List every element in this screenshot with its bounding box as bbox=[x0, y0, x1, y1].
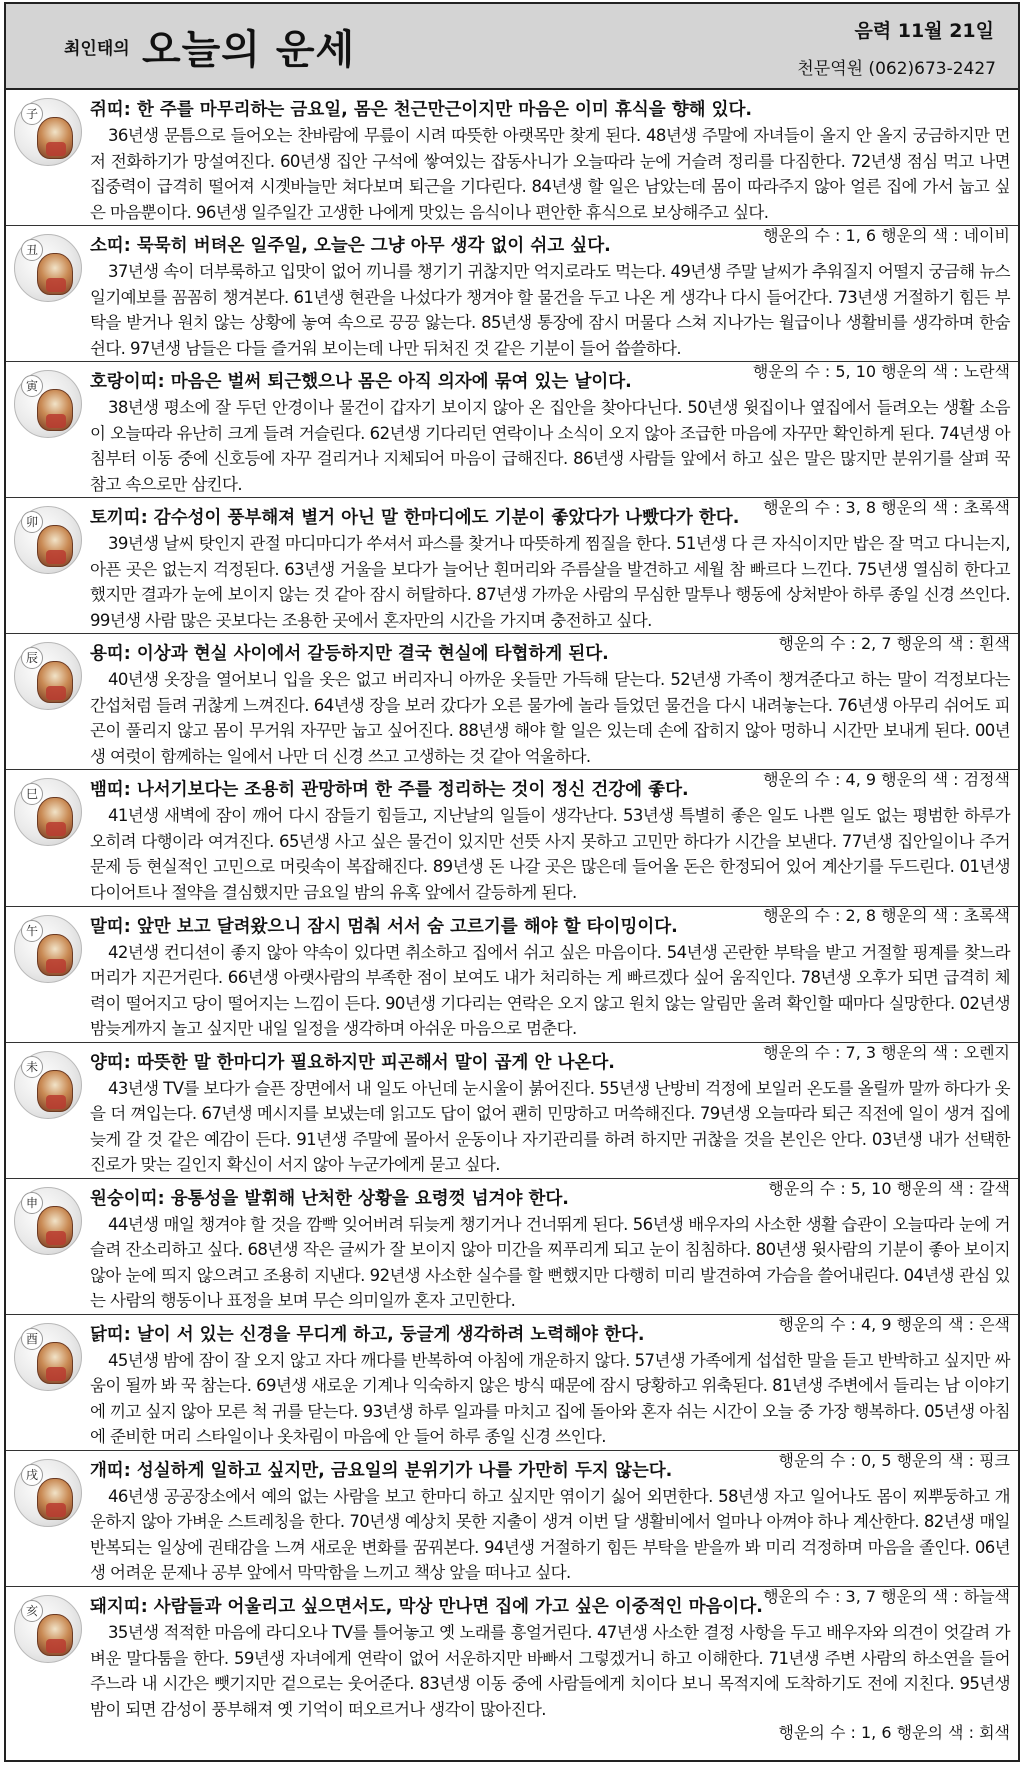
zodiac-entry bbox=[6, 1315, 1018, 1470]
zodiac-animal-icon bbox=[14, 506, 82, 574]
zodiac-entry bbox=[6, 226, 1018, 382]
zodiac-headline: 호랑이띠: 마음은 벌써 퇴근했으나 몸은 아직 의자에 묶여 있는 날이다. bbox=[90, 372, 632, 393]
zodiac-body-text: 38년생 평소에 잘 두던 안경이나 물건이 갑자기 보이지 않아 온 집안을 찾아다닌다. 50년생 윗집이나 옆집에서 들려오는 생활 소음이 오늘따라 유난히 크게 들려 거슬린다. 62년생 기다리던 연락이나 소식이 오지 않아 조급한 마음에 자꾸만 확인하게 된다. 74년생 아침부터 이동 중에 신호등에 자꾸 걸리거나 지체되어 마음이 급해진다. 86년생 사람들 앞에서 하고 싶은 말은 많지만 분위기를 살펴 꾹 참고 속으로만 삼킨다. bbox=[90, 398, 1010, 494]
zodiac-headline: 말띠: 앞만 보고 달려왔으니 잠시 멈춰 서서 숨 고르기를 해야 할 타이밍이다. bbox=[90, 916, 678, 937]
zodiac-figure-illustration bbox=[37, 525, 73, 567]
zodiac-animal-icon bbox=[14, 1187, 82, 1255]
zodiac-hanja-label: 酉 bbox=[21, 1328, 43, 1350]
zodiac-figure-illustration bbox=[37, 661, 73, 703]
lucky-number-color: 행운의 수 : 3, 7 행운의 색 : 하늘색 bbox=[763, 1586, 1010, 1606]
zodiac-entry bbox=[6, 498, 1018, 654]
zodiac-body-text: 36년생 문틈으로 들어오는 찬바람에 무릎이 시려 따뜻한 아랫목만 찾게 된다. 48년생 주말에 자녀들이 올지 안 올지 궁금하지만 먼저 전화하기가 망설여진다. 60년생 집안 구석에 쌓여있는 잡동사니가 오늘따라 눈에 거슬려 정리를 다짐한다. 72년생 점심 먹고 나면 집중력이 급격히 떨어져 시곗바늘만 쳐다보며 퇴근을 기다린다. 84년생 할 일은 남았는데 몸이 따라주지 않아 얼른 집에 가서 눕고 싶은 마음뿐이다. 96년생 일주일간 고생한 나에게 맛있는 음식이나 편안한 휴식으로 보상해주고 싶다. bbox=[90, 126, 1010, 222]
zodiac-entry bbox=[6, 1587, 1018, 1743]
zodiac-entry bbox=[6, 634, 1018, 790]
zodiac-body-text: 46년생 공공장소에서 예의 없는 사람을 보고 한마디 하고 싶지만 엮이기 싫어 외면한다. 58년생 자고 일어나도 몸이 찌뿌둥하고 개운하지 않아 가벼운 스트레칭을 한다. 70년생 예상치 못한 지출이 생겨 이번 달 생활비에서 얼마나 아껴야 하나 계산한다. 82년생 매일 반복되는 일상에 권태감을 느껴 새로운 변화를 꿈꿔본다. 94년생 거절하기 힘든 부탁을 받을까 봐 미리 걱정하며 마음을 졸인다. 06년생 어려운 문제나 공부 앞에서 막막함을 느끼고 책상 앞을 떠나고 싶다. bbox=[90, 1486, 1010, 1583]
zodiac-figure-illustration bbox=[37, 117, 73, 159]
zodiac-animal-icon bbox=[14, 234, 82, 302]
zodiac-animal-icon bbox=[14, 1459, 82, 1527]
zodiac-animal-icon bbox=[14, 778, 82, 846]
zodiac-figure-illustration bbox=[37, 1206, 73, 1248]
zodiac-figure-illustration bbox=[37, 934, 73, 976]
zodiac-body-text: 42년생 컨디션이 좋지 않아 약속이 있다면 취소하고 집에서 쉬고 싶은 마음이다. 54년생 곤란한 부탁을 받고 거절할 핑계를 찾느라 머리가 지끈거린다. 66년생 아랫사람의 부족한 점이 보여도 내가 처리하는 게 빠르겠다 싶어 움직인다. 78년생 오후가 되면 급격히 체력이 떨어지고 당이 떨어지는 느낌이 든다. 90년생 기다리는 연락은 오지 않고 원치 않는 알림만 울려 확인할 때마다 실망한다. 02년생 밤늦게까지 놀고 싶지만 내일 일정을 생각하며 아쉬운 마음으로 멈춘다. bbox=[90, 942, 1010, 1039]
zodiac-hanja-label: 辰 bbox=[21, 647, 43, 669]
header bbox=[6, 4, 1018, 90]
zodiac-hanja-label: 申 bbox=[21, 1192, 43, 1214]
lucky-number-color: 행운의 수 : 4, 9 행운의 색 : 은색 bbox=[778, 1314, 1010, 1334]
fortune-page bbox=[4, 2, 1020, 1762]
zodiac-figure-illustration bbox=[37, 253, 73, 295]
lucky-number-color: 행운의 수 : 5, 10 행운의 색 : 노란색 bbox=[752, 362, 1010, 382]
zodiac-hanja-label: 戌 bbox=[21, 1464, 43, 1486]
zodiac-figure-illustration bbox=[37, 1342, 73, 1384]
zodiac-hanja-label: 卯 bbox=[21, 511, 43, 533]
zodiac-headline: 양띠: 따뜻한 말 한마디가 필요하지만 피곤해서 말이 곱게 안 나온다. bbox=[90, 1052, 615, 1073]
zodiac-headline: 돼지띠: 사람들과 어울리고 싶으면서도, 막상 만나면 집에 가고 싶은 이중적인 마음이다. bbox=[90, 1597, 763, 1618]
zodiac-figure-illustration bbox=[37, 1070, 73, 1112]
zodiac-figure-illustration bbox=[37, 797, 73, 839]
contact-info: 천문역원 (062)673-2427 bbox=[797, 59, 996, 79]
zodiac-animal-icon bbox=[14, 1595, 82, 1663]
zodiac-body-text: 45년생 밤에 잠이 잘 오지 않고 자다 깨다를 반복하여 아침에 개운하지 않다. 57년생 가족에게 섭섭한 말을 듣고 반박하고 싶지만 싸움이 될까 봐 꾹 참는다. 69년생 새로운 기계나 익숙하지 않은 방식 때문에 잠시 당황하고 위축된다. 81년생 주변에서 들리는 남 이야기에 끼고 싶지 않아 모른 척 귀를 닫는다. 93년생 하루 일과를 마치고 집에 돌아와 혼자 쉬는 시간이 오늘 중 가장 행복하다. 05년생 아침에 준비한 머리 스타일이나 옷차림이 마음에 안 들어 하루 종일 신경 쓰인다. bbox=[90, 1350, 1010, 1447]
zodiac-animal-icon bbox=[14, 98, 82, 166]
zodiac-body-text: 40년생 옷장을 열어보니 입을 옷은 없고 버리자니 아까운 옷들만 가득해 닫는다. 52년생 가족이 챙겨준다고 하는 말이 걱정보다는 간섭처럼 들려 귀찮게 느껴진다. 64년생 장을 보러 갔다가 오른 물가에 놀라 들었던 물건을 다시 내려놓는다. 76년생 아무리 쉬어도 피곤이 풀리지 않고 몸이 무거워 자꾸만 눕고 싶어진다. 88년생 해야 할 일은 있는데 손에 잡히지 않아 멍하니 시간만 보내게 된다. 00년생 여럿이 함께하는 일에서 나만 더 신경 쓰고 고생하는 것 같아 억울하다. bbox=[90, 670, 1010, 766]
zodiac-entries bbox=[6, 90, 1018, 1743]
lucky-number-color: 행운의 수 : 3, 8 행운의 색 : 초록색 bbox=[763, 498, 1010, 518]
zodiac-entry bbox=[6, 907, 1018, 1062]
zodiac-body-text: 43년생 TV를 보다가 슬픈 장면에서 내 일도 아닌데 눈시울이 붉어진다. 55년생 난방비 걱정에 보일러 온도를 올릴까 말까 하다가 옷을 더 껴입는다. 67년생 메시지를 보냈는데 읽고도 답이 없어 괜히 민망하고 머쓱해진다. 79년생 오늘따라 퇴근 직전에 일이 생겨 집에 늦게 갈 것 같은 예감이 든다. 91년생 주말에 몰아서 운동이나 자기관리를 하려 하지만 귀찮을 것을 본인은 안다. 03년생 내가 선택한 진로가 맞는 길인지 확신이 서지 않아 누군가에게 묻고 싶다. bbox=[90, 1078, 1010, 1175]
zodiac-headline: 쥐띠: 한 주를 마무리하는 금요일, 몸은 천근만근이지만 마음은 이미 휴식을 향해 있다. bbox=[90, 100, 753, 120]
lucky-number-color: 행운의 수 : 2, 7 행운의 색 : 흰색 bbox=[778, 634, 1010, 654]
lucky-number-color: 행운의 수 : 1, 6 행운의 색 : 회색 bbox=[778, 1723, 1010, 1743]
zodiac-entry bbox=[6, 1451, 1018, 1606]
zodiac-figure-illustration bbox=[37, 1614, 73, 1656]
lucky-number-color: 행운의 수 : 7, 3 행운의 색 : 오렌지 bbox=[763, 1042, 1010, 1062]
zodiac-hanja-label: 丑 bbox=[21, 239, 43, 261]
zodiac-animal-icon bbox=[14, 1051, 82, 1119]
zodiac-body-text: 44년생 매일 챙겨야 할 것을 깜빡 잊어버려 뒤늦게 챙기거나 건너뛰게 된다. 56년생 배우자의 사소한 생활 습관이 오늘따라 눈에 거슬려 잔소리하고 싶다. 68년생 작은 글씨가 잘 보이지 않아 미간을 찌푸리게 되고 눈이 침침하다. 80년생 윗사람의 기분이 좋아 보이지 않아 눈에 띄지 않으려고 조용히 지낸다. 92년생 사소한 실수를 할 뻔했지만 다행히 미리 발견하여 가슴을 쓸어내린다. 04년생 관심 있는 사람의 행동이나 표정을 보며 무슨 의미일까 혼자 고민한다. bbox=[90, 1214, 1010, 1311]
zodiac-animal-icon bbox=[14, 915, 82, 983]
zodiac-hanja-label: 子 bbox=[21, 103, 43, 125]
zodiac-entry bbox=[6, 90, 1018, 245]
lucky-number-color: 행운의 수 : 1, 6 행운의 색 : 네이비 bbox=[763, 226, 1010, 245]
author-name: 최인태의 bbox=[64, 39, 130, 59]
zodiac-figure-illustration bbox=[37, 1478, 73, 1520]
zodiac-headline: 원숭이띠: 융통성을 발휘해 난처한 상황을 요령껏 넘겨야 한다. bbox=[90, 1188, 569, 1209]
zodiac-animal-icon bbox=[14, 642, 82, 710]
zodiac-entry bbox=[6, 770, 1018, 926]
zodiac-figure-illustration bbox=[37, 389, 73, 431]
zodiac-body-text: 41년생 새벽에 잠이 깨어 다시 잠들기 힘들고, 지난날의 일들이 생각난다. 53년생 특별히 좋은 일도 나쁜 일도 없는 평범한 하루가 오히려 다행이라 여겨진다. 65년생 사고 싶은 물건이 있지만 선뜻 사지 못하고 고민만 하다가 시간을 보낸다. 77년생 집안일이나 주거 문제 등 현실적인 고민으로 머릿속이 복잡해진다. 89년생 돈 나갈 곳은 많은데 들어올 돈은 한정되어 있어 계산기를 두드린다. 01년생 다이어트나 절약을 결심했지만 금요일 밤의 유혹 앞에서 갈등하게 된다. bbox=[90, 806, 1010, 902]
zodiac-entry bbox=[6, 362, 1018, 518]
zodiac-hanja-label: 未 bbox=[21, 1056, 43, 1078]
zodiac-body-text: 39년생 날씨 탓인지 관절 마디마디가 쑤셔서 파스를 찾거나 따뜻하게 찜질을 한다. 51년생 다 큰 자식이지만 밥은 잘 먹고 다니는지, 아픈 곳은 없는지 걱정된다. 63년생 거울을 보다가 늘어난 흰머리와 주름살을 발견하고 세월 참 빠르다 느낀다. 75년생 열심히 한다고 했지만 결과가 눈에 보이지 않는 것 같아 잠시 허탈하다. 87년생 가까운 사람의 무심한 말투나 행동에 상처받아 하루 종일 신경 쓰인다. 99년생 사람 많은 곳보다는 조용한 곳에서 혼자만의 시간을 가지며 충전하고 싶다. bbox=[90, 534, 1010, 630]
zodiac-animal-icon bbox=[14, 370, 82, 438]
zodiac-body-text: 35년생 적적한 마음에 라디오나 TV를 틀어놓고 옛 노래를 흥얼거린다. 47년생 사소한 결정 사항을 두고 배우자와 의견이 엇갈려 가벼운 말다툼을 한다. 59년생 자녀에게 연락이 없어 서운하지만 바빠서 그렇겠거니 하고 이해한다. 71년생 주변 사람의 하소연을 들어주느라 내 시간은 뺏기지만 겉으로는 웃어준다. 83년생 이동 중에 사람들에게 치이다 보니 목적지에 도착하기도 전에 지친다. 95년생 밤이 되면 감성이 풍부해져 옛 기억이 떠오르거나 생각이 많아진다. bbox=[90, 1623, 1010, 1719]
zodiac-body-text: 37년생 속이 더부룩하고 입맛이 없어 끼니를 챙기기 귀찮지만 억지로라도 먹는다. 49년생 주말 날씨가 추워질지 어떨지 궁금해 뉴스 일기예보를 꼼꼼히 챙겨본다. 61년생 현관을 나섰다가 챙겨야 할 물건을 두고 나온 게 생각나 다시 들어간다. 73년생 거절하기 힘든 부탁을 받거나 원치 않는 상황에 놓여 속으로 끙끙 앓는다. 85년생 통장에 잠시 머물다 스쳐 지나가는 월급이나 생활비를 생각하며 한숨 쉰다. 97년생 남들은 다들 즐거워 보이는데 나만 뒤처진 것 같은 기분이 들어 씁쓸하다. bbox=[90, 262, 1010, 358]
zodiac-entry bbox=[6, 1043, 1018, 1198]
lucky-number-color: 행운의 수 : 0, 5 행운의 색 : 핑크 bbox=[778, 1450, 1010, 1470]
zodiac-headline: 소띠: 묵묵히 버텨온 일주일, 오늘은 그냥 아무 생각 없이 쉬고 싶다. bbox=[90, 236, 611, 257]
lucky-number-color: 행운의 수 : 5, 10 행운의 색 : 갈색 bbox=[768, 1178, 1010, 1198]
zodiac-headline: 토끼띠: 감수성이 풍부해져 별거 아닌 말 한마디에도 기분이 좋았다가 나빴다가 한다. bbox=[90, 508, 740, 529]
zodiac-hanja-label: 亥 bbox=[21, 1600, 43, 1622]
zodiac-hanja-label: 寅 bbox=[21, 375, 43, 397]
zodiac-hanja-label: 巳 bbox=[21, 783, 43, 805]
lucky-number-color: 행운의 수 : 4, 9 행운의 색 : 검정색 bbox=[763, 770, 1010, 790]
column-title: 오늘의 운세 bbox=[142, 27, 356, 73]
zodiac-animal-icon bbox=[14, 1323, 82, 1391]
lucky-number-color: 행운의 수 : 2, 8 행운의 색 : 초록색 bbox=[763, 906, 1010, 926]
zodiac-hanja-label: 午 bbox=[21, 920, 43, 942]
zodiac-headline: 용띠: 이상과 현실 사이에서 갈등하지만 결국 현실에 타협하게 된다. bbox=[90, 644, 609, 665]
zodiac-headline: 뱀띠: 나서기보다는 조용히 관망하며 한 주를 정리하는 것이 정신 건강에 좋다. bbox=[90, 780, 689, 801]
zodiac-headline: 개띠: 성실하게 일하고 싶지만, 금요일의 분위기가 나를 가만히 두지 않는다. bbox=[90, 1460, 673, 1481]
zodiac-entry bbox=[6, 1179, 1018, 1334]
lunar-date: 음력 11월 21일 bbox=[854, 20, 994, 42]
zodiac-headline: 닭띠: 날이 서 있는 신경을 무디게 하고, 둥글게 생각하려 노력해야 한다. bbox=[90, 1324, 645, 1345]
